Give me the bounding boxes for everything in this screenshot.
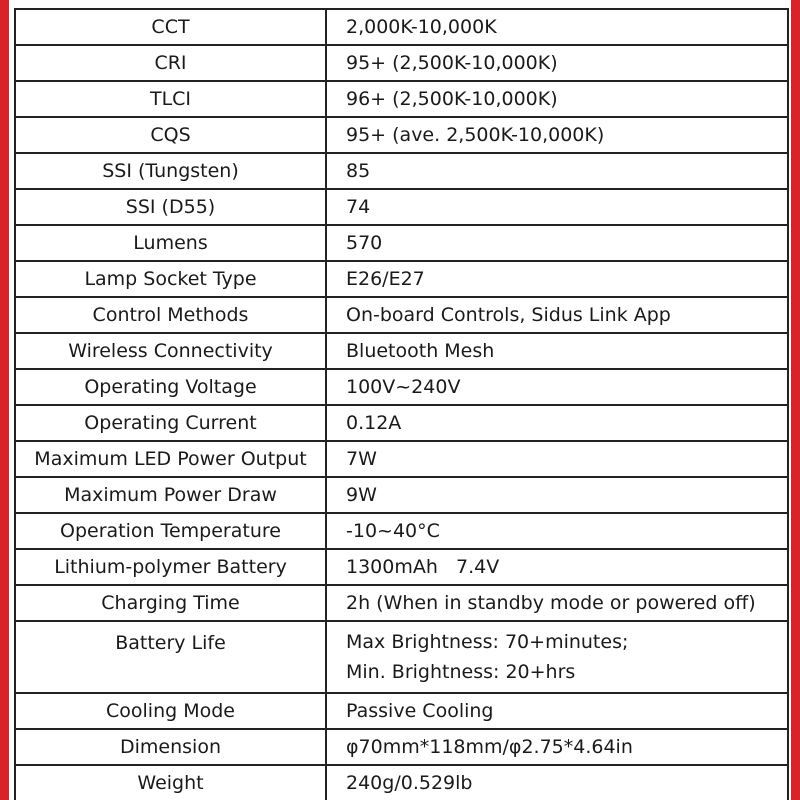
spec-label: Maximum Power Draw [15, 477, 326, 513]
spec-row-tlci [15, 81, 788, 117]
spec-label: Cooling Mode [15, 693, 326, 729]
spec-value: 1300mAh 7.4V [326, 549, 788, 585]
spec-row-operation-temperature [15, 513, 788, 549]
spec-label: TLCI [15, 81, 326, 117]
spec-row-cooling-mode [15, 693, 788, 729]
spec-row-battery-life [15, 621, 788, 693]
spec-label: SSI (Tungsten) [15, 153, 326, 189]
spec-row-operating-current [15, 405, 788, 441]
spec-row-control-methods [15, 297, 788, 333]
spec-label: Weight [15, 765, 326, 800]
spec-label: Operating Voltage [15, 369, 326, 405]
spec-row-operating-voltage [15, 369, 788, 405]
spec-row-battery [15, 549, 788, 585]
spec-label: Wireless Connectivity [15, 333, 326, 369]
spec-row-weight [15, 765, 788, 800]
spec-row-max-power-draw [15, 477, 788, 513]
spec-value: 570 [326, 225, 788, 261]
spec-label: SSI (D55) [15, 189, 326, 225]
spec-label: Lamp Socket Type [15, 261, 326, 297]
spec-value-line: Min. Brightness: 20+hrs [346, 661, 576, 683]
spec-value: On-board Controls, Sidus Link App [326, 297, 788, 333]
spec-row-ssi-tungsten [15, 153, 788, 189]
spec-value: 9W [326, 477, 788, 513]
spec-row-max-led-power-output [15, 441, 788, 477]
spec-value: 7W [326, 441, 788, 477]
spec-row-charging-time [15, 585, 788, 621]
spec-value: 2,000K-10,000K [326, 9, 788, 45]
spec-value: 85 [326, 153, 788, 189]
spec-label: Dimension [15, 729, 326, 765]
spec-label: CCT [15, 9, 326, 45]
spec-row-lumens [15, 225, 788, 261]
spec-value: -10~40°C [326, 513, 788, 549]
spec-value: 0.12A [326, 405, 788, 441]
spec-label: Control Methods [15, 297, 326, 333]
spec-row-ssi-d55 [15, 189, 788, 225]
spec-label: Lumens [15, 225, 326, 261]
spec-value: 74 [326, 189, 788, 225]
spec-label: Maximum LED Power Output [15, 441, 326, 477]
spec-value: Bluetooth Mesh [326, 333, 788, 369]
spec-table [14, 8, 789, 800]
spec-label: CRI [15, 45, 326, 81]
spec-label: Charging Time [15, 585, 326, 621]
spec-label: Lithium-polymer Battery [15, 549, 326, 585]
spec-row-cqs [15, 117, 788, 153]
spec-label: CQS [15, 117, 326, 153]
spec-row-cri [15, 45, 788, 81]
spec-row-wireless-connectivity [15, 333, 788, 369]
spec-label: Operation Temperature [15, 513, 326, 549]
spec-value-line: Max Brightness: 70+minutes; [346, 631, 629, 653]
spec-value: 96+ (2,500K-10,000K) [326, 81, 788, 117]
spec-label: Battery Life [15, 621, 326, 693]
spec-label: Operating Current [15, 405, 326, 441]
spec-row-dimension [15, 729, 788, 765]
spec-value [326, 621, 788, 693]
spec-value: Passive Cooling [326, 693, 788, 729]
spec-row-lamp-socket-type [15, 261, 788, 297]
spec-value: 95+ (ave. 2,500K-10,000K) [326, 117, 788, 153]
spec-value: 240g/0.529lb [326, 765, 788, 800]
spec-value: 2h (When in standby mode or powered off) [326, 585, 788, 621]
spec-value: E26/E27 [326, 261, 788, 297]
spec-value: 95+ (2,500K-10,000K) [326, 45, 788, 81]
spec-value: 100V~240V [326, 369, 788, 405]
spec-row-cct [15, 9, 788, 45]
spec-value: φ70mm*118mm/φ2.75*4.64in [326, 729, 788, 765]
